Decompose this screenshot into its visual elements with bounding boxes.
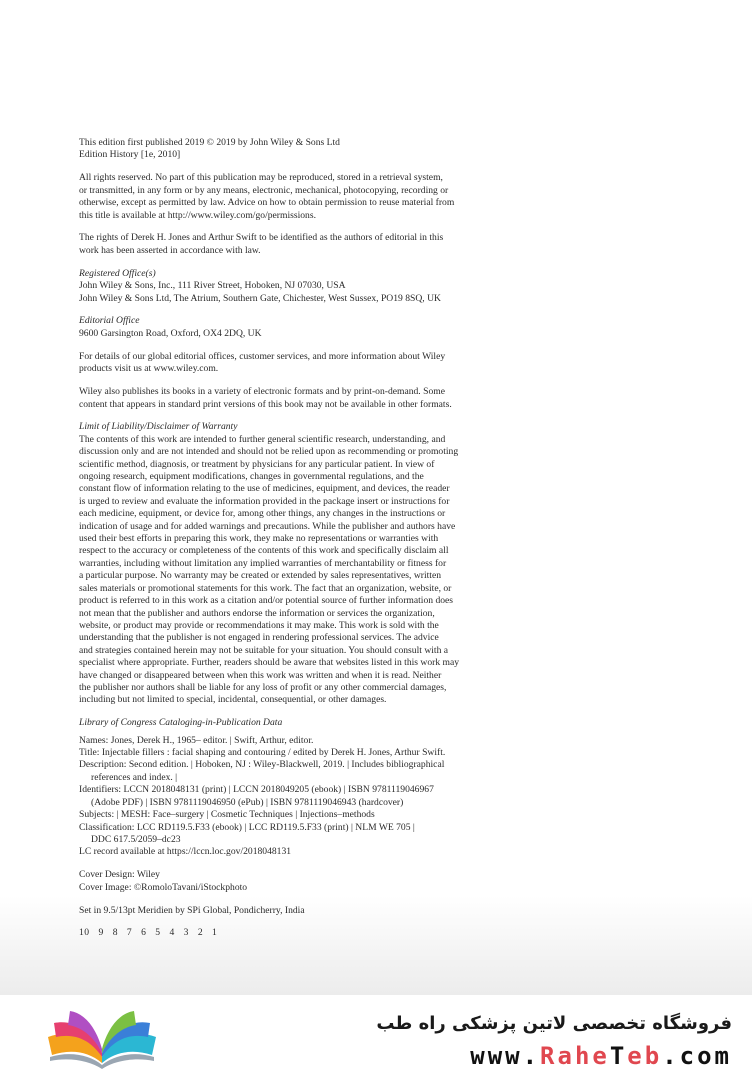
cover-credits — [79, 869, 569, 894]
text-line: not mean that the publisher and authors endorse the information or services the organization, — [79, 607, 435, 619]
text-line: or transmitted, in any form or by any means, electronic, mechanical, photocopying, recording or — [79, 184, 449, 196]
text-line: have changed or disappeared between when this work was written and when it is read. Neither — [79, 669, 442, 681]
edition-info — [79, 137, 569, 162]
text-line: each medicine, equipment, or device for, among other things, any changes in the instructions or — [79, 508, 446, 520]
url-part-t: T — [609, 1042, 628, 1070]
cip-classification-cont: DDC 617.5/2059–dc23 — [91, 833, 181, 845]
formats-paragraph — [79, 386, 569, 411]
text-line: respect to the accuracy or completeness of the contents of this work and specifically disclaim all — [79, 545, 449, 557]
edition-history: Edition History [1e, 2010] — [79, 149, 181, 161]
store-name: فروشگاه تخصصی لاتین پزشکی راه طب — [376, 1013, 732, 1034]
typeset-info — [79, 905, 569, 917]
cip-description: Description: Second edition. | Hoboken, NJ : Wiley-Blackwell, 2019. | Includes bibliographical — [79, 759, 445, 771]
typeset-line: Set in 9.5/13pt Meridien by SPi Global, Pondicherry, India — [79, 904, 305, 916]
text-line: specialist where appropriate. Further, readers should be aware that websites listed in this work may — [79, 657, 460, 669]
cip-record: LC record available at https://lccn.loc.gov/2018048131 — [79, 846, 292, 858]
cip-classification: Classification: LCC RD119.5.F33 (ebook) | LCC RD119.5.F33 (print) | NLM WE 705 | — [79, 821, 415, 833]
text-line: the publisher nor authors shall be liable for any loss of profit or any other commercial damages, — [79, 681, 447, 693]
text-line: warranties, including without limitation any implied warranties of merchantability or fitness for — [79, 557, 447, 569]
cover-image: Cover Image: ©RomoloTavani/iStockphoto — [79, 881, 248, 893]
text-line: product is referred to in this work as a citation and/or potential source of further information does — [79, 595, 454, 607]
text-line: website, or product may provide or recommendations it may make. This work is sold with the — [79, 619, 439, 631]
liability-disclaimer — [79, 421, 569, 706]
text-line: 9600 Garsington Road, Oxford, OX4 2DQ, UK — [79, 327, 262, 339]
text-line: this title is available at http://www.wiley.com/go/permissions. — [79, 209, 316, 221]
editorial-office — [79, 315, 569, 340]
text-line: The rights of Derek H. Jones and Arthur Swift to be identified as the authors of editorial in this — [79, 232, 444, 244]
cip-identifiers-cont: (Adobe PDF) | ISBN 9781119046950 (ePub) | ISBN 9781119046943 (hardcover) — [91, 796, 404, 808]
open-book-logo-icon — [40, 1007, 165, 1069]
store-url[interactable] — [470, 1042, 732, 1070]
cover-design: Cover Design: Wiley — [79, 869, 160, 881]
details-paragraph — [79, 351, 569, 376]
text-line: products visit us at www.wiley.com. — [79, 363, 219, 375]
cip-subjects: Subjects: | MESH: Face–surgery | Cosmetic Techniques | Injections–methods — [79, 809, 375, 821]
text-line: otherwise, except as permitted by law. Advice on how to obtain permission to reuse material from — [79, 197, 455, 209]
text-line: sales materials or promotional statements for this work. The fact that an organization, website, or — [79, 582, 452, 594]
section-heading: Registered Office(s) — [79, 267, 156, 279]
text-line: content that appears in standard print versions of this book may not be available in other formats. — [79, 398, 452, 410]
section-heading: Library of Congress Cataloging-in-Publication Data — [79, 717, 283, 729]
text-line: work has been asserted in accordance with law. — [79, 244, 261, 256]
text-line: The contents of this work are intended to further general scientific research, understanding, and — [79, 433, 446, 445]
text-line: discussion only and are not intended and should not be relied upon as recommending or promoting — [79, 446, 459, 458]
text-line: ongoing research, equipment modifications, changes in governmental regulations, and the — [79, 471, 424, 483]
text-line: including but not limited to special, incidental, consequential, or other damages. — [79, 694, 387, 706]
cip-title: Title: Injectable fillers : facial shaping and contouring / edited by Derek H. Jones, Arthur Swift. — [79, 747, 446, 759]
cip-identifiers: Identifiers: LCCN 2018048131 (print) | LCCN 2018049205 (ebook) | ISBN 9781119046967 — [79, 784, 434, 796]
store-banner — [0, 995, 752, 1079]
url-part-rahe: Rahe — [540, 1042, 610, 1070]
text-line: scientific method, diagnosis, or treatment by physicians for any particular patient. In view of — [79, 458, 435, 470]
text-line: indication of usage and for added warnings and precautions. While the publisher and authors have — [79, 520, 456, 532]
authors-rights-paragraph — [79, 232, 569, 257]
rights-paragraph — [79, 172, 569, 222]
cip-names: Names: Jones, Derek H., 1965– editor. | Swift, Arthur, editor. — [79, 734, 314, 746]
text-line: Wiley also publishes its books in a variety of electronic formats and by print-on-demand. Some — [79, 386, 445, 398]
cip-description-cont: references and index. | — [91, 771, 178, 783]
text-line: and strategies contained herein may not be suitable for your situation. You should consult with a — [79, 644, 449, 656]
section-heading: Editorial Office — [79, 315, 140, 327]
text-line: a particular purpose. No warranty may be created or extended by sales representatives, written — [79, 570, 442, 582]
text-line: constant flow of information relating to the use of medicines, equipment, and devices, the reader — [79, 483, 450, 495]
registered-offices — [79, 268, 569, 305]
text-line: All rights reserved. No part of this publication may be reproduced, stored in a retrieval system, — [79, 172, 443, 184]
copyright-text — [79, 137, 569, 940]
text-line: used their best efforts in preparing this work, they make no representations or warranties with — [79, 533, 439, 545]
url-suffix: .com — [662, 1042, 732, 1070]
text-line: is urged to review and evaluate the information provided in the package insert or instructions for — [79, 495, 450, 507]
section-heading: Limit of Liability/Disclaimer of Warranty — [79, 421, 238, 433]
text-line: John Wiley & Sons, Inc., 111 River Street, Hoboken, NJ 07030, USA — [79, 280, 346, 292]
edition-line: This edition first published 2019 © 2019 by John Wiley & Sons Ltd — [79, 137, 340, 148]
print-line: 10 9 8 7 6 5 4 3 2 1 — [79, 927, 218, 939]
text-line: For details of our global editorial offices, customer services, and more information about Wiley — [79, 350, 446, 362]
cip-data — [79, 717, 569, 858]
url-prefix: www. — [470, 1042, 541, 1070]
url-part-eb: eb — [627, 1042, 663, 1070]
text-line: John Wiley & Sons Ltd, The Atrium, Southern Gate, Chichester, West Sussex, PO19 8SQ, UK — [79, 292, 441, 304]
text-line: understanding that the publisher is not engaged in rendering professional services. The advice — [79, 632, 439, 644]
